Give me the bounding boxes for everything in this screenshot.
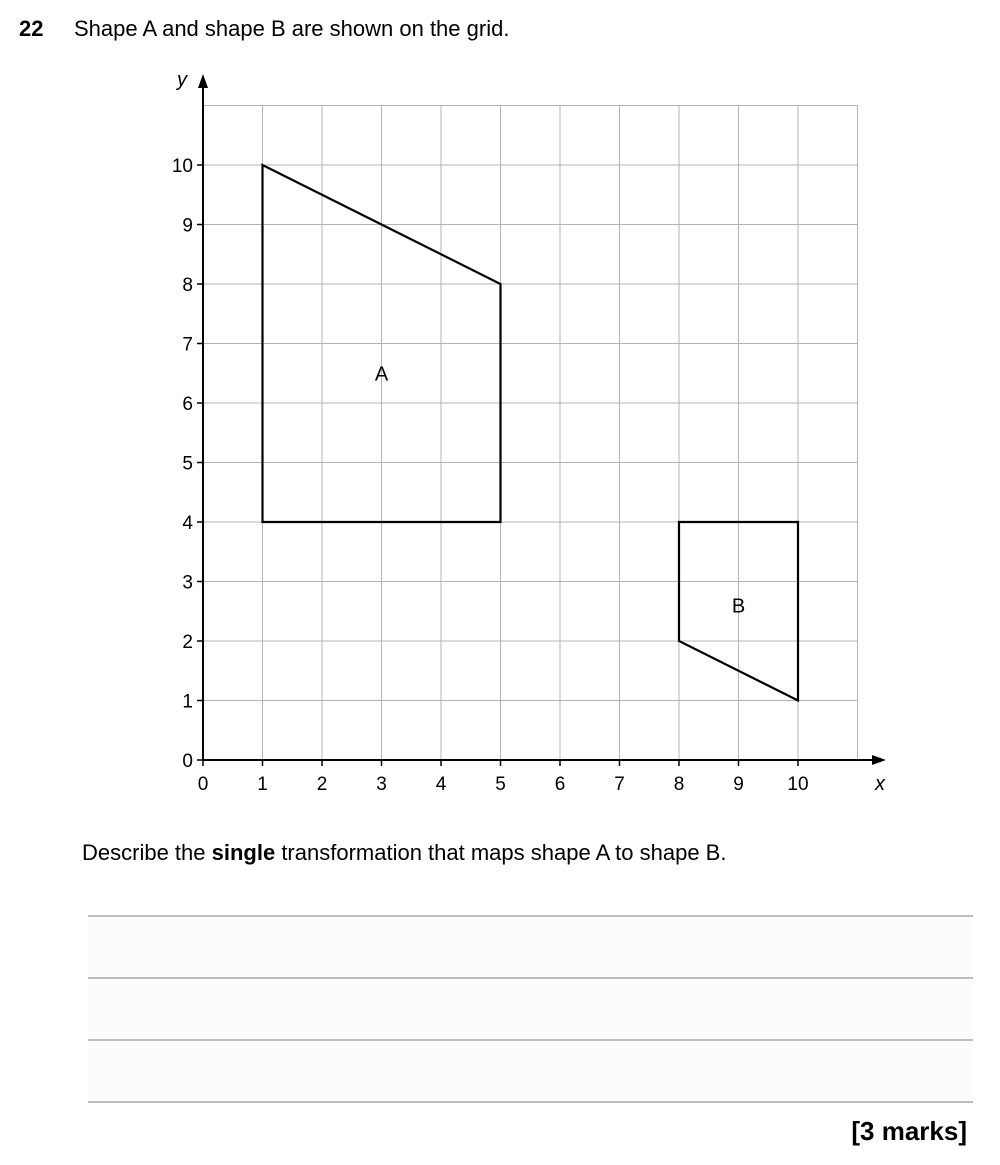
question-number: 22	[19, 16, 44, 41]
y-axis-arrow	[198, 74, 208, 88]
y-tick-label: 1	[182, 691, 193, 713]
answer-line	[88, 1101, 973, 1103]
x-tick-label: 0	[197, 774, 209, 795]
y-tick-label: 3	[182, 572, 193, 594]
answer-line	[88, 1039, 973, 1041]
y-axis-label: y	[177, 69, 187, 91]
x-tick-label: 9	[733, 774, 744, 795]
x-tick-label: 6	[554, 774, 566, 795]
grid-lines	[203, 106, 858, 761]
answer-line	[88, 915, 973, 917]
x-axis-label: x	[875, 773, 885, 795]
y-tick-label: 5	[182, 453, 193, 475]
marks-label: [3 marks]	[851, 1116, 967, 1146]
x-tick-label: 3	[376, 774, 387, 795]
x-tick-label: 4	[435, 774, 447, 795]
x-tick-label: 1	[257, 774, 268, 795]
y-tick-label: 7	[182, 334, 193, 356]
answer-line	[88, 977, 973, 979]
instruction-text	[82, 840, 726, 866]
x-tick-label: 5	[495, 774, 506, 795]
instruction-after: transformation that maps shape A to shape B.	[275, 840, 727, 865]
answer-area[interactable]	[88, 915, 973, 1103]
instruction-before: Describe the	[82, 840, 212, 865]
shape-b-label: B	[731, 595, 746, 618]
axis-ticks	[172, 156, 809, 795]
question-text: Shape A and shape B are shown on the grid.	[74, 16, 510, 41]
x-tick-label: 10	[787, 774, 809, 795]
y-tick-label: 0	[182, 751, 193, 772]
y-tick-label: 10	[171, 156, 193, 177]
x-tick-label: 7	[614, 774, 625, 795]
shape-a-label: A	[374, 363, 389, 386]
instruction-bold: single	[211, 840, 276, 865]
y-tick-label: 8	[182, 275, 193, 296]
y-tick-label: 9	[182, 215, 193, 237]
x-axis-arrow	[872, 755, 886, 765]
y-tick-label: 2	[182, 632, 193, 653]
y-tick-label: 6	[182, 394, 193, 415]
x-tick-label: 2	[316, 774, 328, 795]
axes	[175, 69, 886, 795]
x-tick-label: 8	[673, 774, 685, 795]
y-tick-label: 4	[182, 513, 193, 534]
shapes	[263, 165, 799, 701]
